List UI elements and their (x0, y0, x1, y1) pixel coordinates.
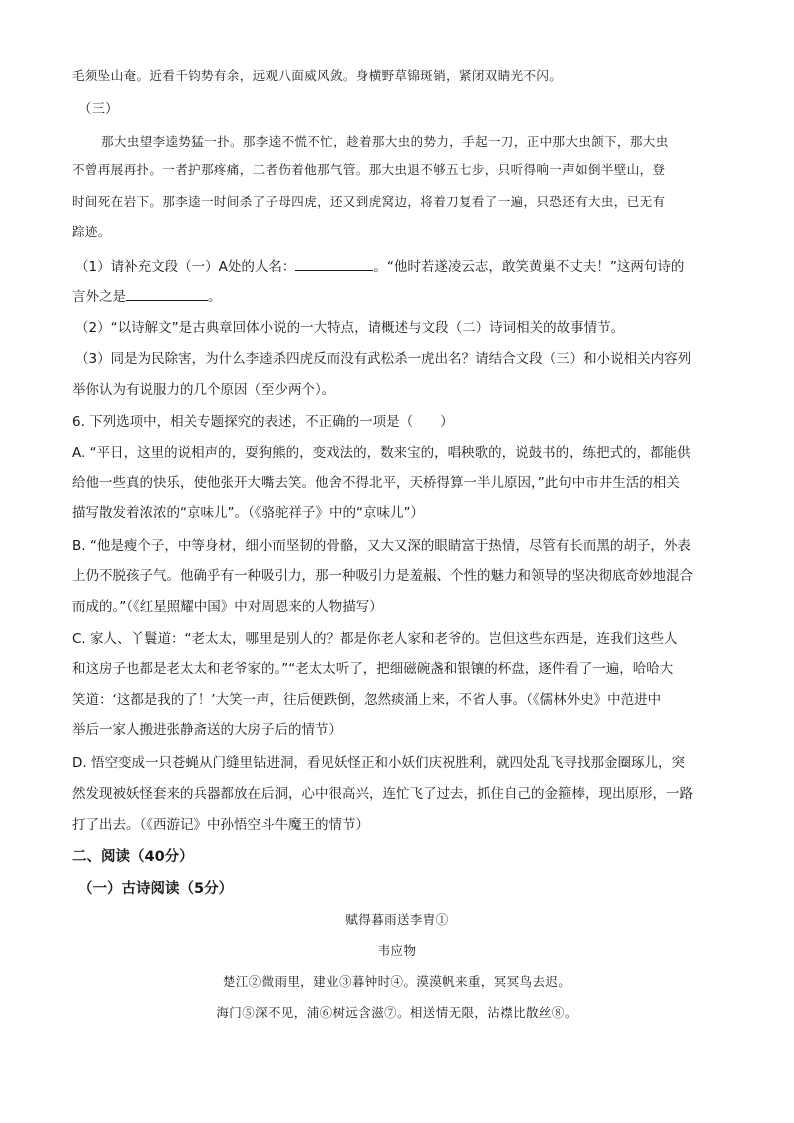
option-c-line-4: 举后一家人搬进张静斋送的大房子后的情节） (72, 722, 342, 738)
question-1-prompt: （1）请补充文段（一）A处的人名： (75, 259, 296, 275)
section-poetry-heading: （一）古诗阅读（5分） (78, 881, 234, 897)
question-1-line-1 (75, 256, 684, 277)
question-1-end: 。 (208, 289, 222, 305)
answer-blank-name[interactable] (295, 256, 373, 271)
question-2: （2）“以诗解文”是古典章回体小说的一大特点，请概述与文段（二）诗词相关的故事情节。 (75, 320, 625, 336)
question-3-line-2: 举你认为有说服力的几个原因（至少两个）。 (72, 382, 336, 398)
passage-c-line-4: 踪迹。 (72, 224, 111, 239)
passage-c-line-1: 那大虫望李逵势猛一扑。那李逵不慌不忙，趁着那大虫的势力，手起一刀，正中那大虫颌下，那大虫 (101, 134, 669, 149)
option-a-line-3: 描写散发着浓浓的“京味儿”。（《骆驼祥子》中的“京味儿”） (72, 505, 424, 521)
question-1-poem-prompt: 。“他时若遂凌云志，敢笑黄巢不丈夫！”这两句诗的 (373, 259, 685, 275)
poem-title-text: 赋得暮雨送李胄 (345, 912, 436, 927)
poem-author: 韦应物 (377, 943, 417, 958)
option-d-line-3: 打了出去。（《西游记》中孙悟空斗牛魔王的情节） (72, 817, 369, 833)
option-d-line-2: 然发现被妖怪套来的兵器都放在后洞，心中很高兴，连忙飞了过去，抓住自己的金箍棒，现出原形，一路 (72, 786, 693, 802)
question-3-line-1: （3）同是为民除害，为什么李逵杀四虎反而没有武松杀一虎出名？请结合文段（三）和小说相关内容列 (75, 351, 692, 367)
section-3-label: （三） (78, 101, 119, 117)
option-a-line-1: A. “平日，这里的说相声的，耍狗熊的，变戏法的，数来宝的，唱秧歌的，说鼓书的，练把式的，都能供 (72, 445, 691, 461)
section-reading-heading: 二、阅读（40分） (72, 849, 194, 865)
option-c-line-3: 笑道：‘这都是我的了！’大笑一声，往后便跌倒，忽然痰涌上来，不省人事。（《儒林外史》中范进中 (72, 692, 662, 708)
poem-title (0, 910, 794, 928)
option-b-line-1: B. “他是瘦个子，中等身材，细小而坚韧的骨骼，又大又深的眼睛富于热情，尽管有长而黑的胡子，外表 (72, 538, 691, 554)
option-c-line-1: C. 家人、丫鬟道：“老太太，哪里是别人的？都是你老人家和老爷的。岂但这些东西是，连我们这些人 (72, 631, 678, 647)
answer-blank-implication[interactable] (126, 286, 208, 301)
poem-line-2: 海门⑤深不见，浦⑥树远含滋⑦。相送情无限，沾襟比散丝⑧。 (216, 1005, 578, 1020)
option-b-line-2: 上仍不脱孩子气。他确乎有一种吸引力，那一种吸引力是羞赧、个性的魅力和领导的坚决彻底奇妙地混合 (72, 568, 693, 584)
passage-c-line-2: 不曾再展再扑。一者护那疼痛，二者伤着他那气管。那大虫退不够五七步，只听得响一声如倒半壁山，登 (72, 162, 666, 177)
option-d-line-1: D. 悟空变成一只苍蝇从门缝里钻进洞，看见妖怪正和小妖们庆祝胜利，就四处乱飞寻找那金圈琢儿，突 (72, 755, 685, 771)
passage-c-line-3: 时间死在岩下。那李逵一时间杀了子母四虎，还又到虎窝边，将着刀复看了一遍，只恐还有大虫，已无有 (72, 194, 666, 209)
option-a-line-2: 给他一些真的快乐，使他张开大嘴去笑。他舍不得北平，天桥得算一半儿原因，”此句中市井生活的相关 (72, 475, 680, 491)
poem-title-note: ① (435, 912, 449, 927)
question-1-implication-label: 言外之是 (72, 289, 126, 305)
poem-line-1: 楚江②微雨里，建业③暮钟时④。漠漠帆来重，冥冥鸟去迟。 (222, 974, 572, 989)
option-b-line-3: 而成的。”（《红星照耀中国》中对周恩来的人物描写） (72, 599, 383, 615)
option-c-line-2: 和这房子也都是老太太和老爷家的。”“老太太听了，把细磁碗盏和银镶的杯盘，逐件看了一遍，哈哈大 (72, 661, 674, 677)
question-1-line-2 (72, 286, 222, 307)
question-6: 6. 下列选项中，相关专题探究的表述，不正确的一项是（ ） (72, 414, 454, 430)
passage-c-lead: 毛须坠山奄。近看千钧势有余，远观八面威风敛。身横野草锦斑销，紧闭双睛光不闪。 (72, 68, 563, 83)
